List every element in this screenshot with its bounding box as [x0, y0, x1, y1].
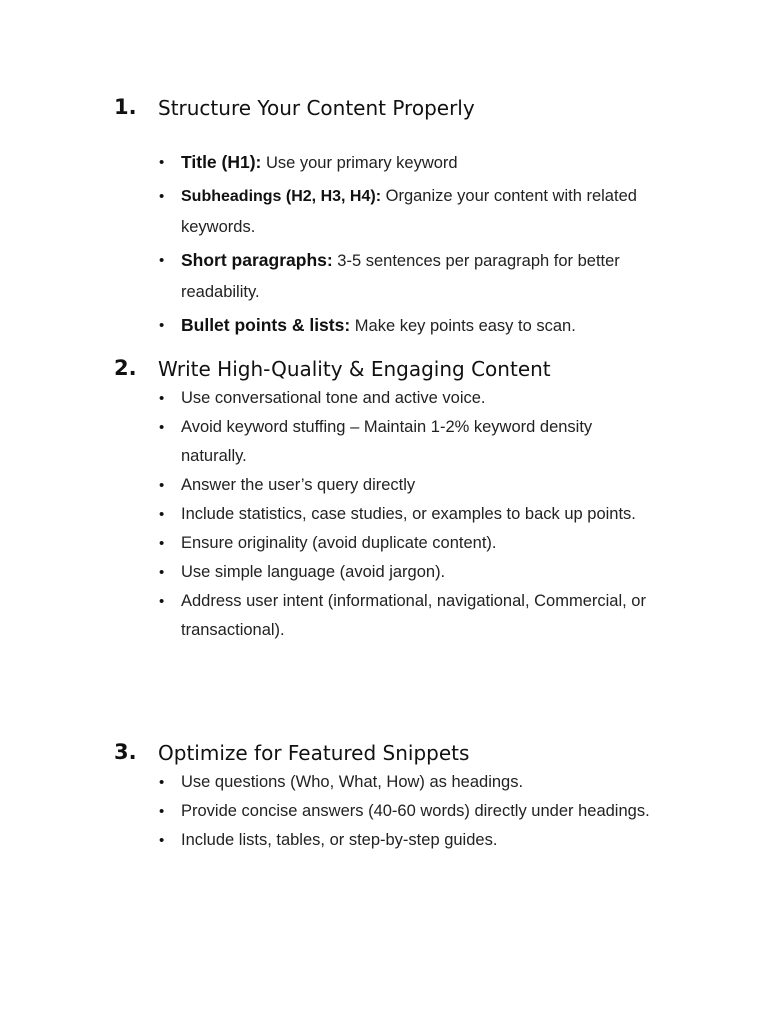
list-item — [0, 181, 651, 243]
item-text: Ensure originality (avoid duplicate content). — [181, 534, 497, 552]
bullet-list — [0, 147, 768, 344]
item-label: Short paragraphs: — [181, 250, 333, 270]
bullet-icon: • — [159, 535, 165, 552]
item-label: Subheadings (H2, H3, H4): — [181, 188, 382, 205]
item-text: Use simple language (avoid jargon). — [181, 563, 446, 581]
item-text: Provide concise answers (40-60 words) directly under headings. — [181, 802, 650, 820]
list-item — [0, 310, 651, 342]
item-label: Bullet points & lists: — [181, 315, 351, 335]
bullet-icon: • — [159, 803, 165, 820]
list-item — [0, 147, 651, 179]
bullet-icon: • — [159, 317, 165, 334]
section-title: Write High-Quality & Engaging Content — [158, 357, 551, 381]
item-text: Avoid keyword stuffing – Maintain 1-2% keyword density naturally. — [181, 418, 593, 465]
bullet-icon: • — [159, 154, 165, 171]
section-title: Structure Your Content Properly — [158, 96, 475, 120]
bullet-icon: • — [159, 774, 165, 791]
list-item — [0, 587, 651, 645]
section-number: 1. — [114, 95, 137, 119]
item-text: Use conversational tone and active voice. — [181, 389, 486, 407]
section-number: 2. — [114, 356, 137, 380]
item-text: Use questions (Who, What, How) as headings. — [181, 773, 524, 791]
section-number: 3. — [114, 740, 137, 764]
bullet-icon: • — [159, 477, 165, 494]
list-item — [0, 245, 651, 308]
bullet-icon: • — [159, 419, 165, 436]
item-text: Address user intent (informational, navigational, Commercial, or transactional). — [181, 592, 646, 639]
bullet-list — [0, 768, 768, 855]
bullet-icon: • — [159, 506, 165, 523]
item-text: Answer the user’s query directly — [181, 476, 416, 494]
list-item — [0, 797, 651, 826]
list-item — [0, 471, 651, 500]
bullet-icon: • — [159, 188, 165, 205]
bullet-icon: • — [159, 390, 165, 407]
list-item — [0, 558, 651, 587]
item-label: Title (H1): — [181, 152, 262, 172]
list-item — [0, 500, 651, 529]
item-text: Make key points easy to scan. — [350, 317, 576, 335]
bullet-icon: • — [159, 564, 165, 581]
section-title: Optimize for Featured Snippets — [158, 741, 470, 765]
list-item — [0, 413, 651, 471]
bullet-list — [0, 384, 768, 645]
list-item — [0, 384, 651, 413]
item-text: Include statistics, case studies, or examples to back up points. — [181, 505, 636, 523]
list-item — [0, 768, 651, 797]
list-item — [0, 529, 651, 558]
item-text: 3-5 sentences per paragraph for better readability. — [181, 252, 620, 301]
item-text: Use your primary keyword — [261, 154, 458, 172]
list-item — [0, 826, 651, 855]
bullet-icon: • — [159, 593, 165, 610]
item-text: Organize your content with related keywords. — [181, 187, 637, 236]
item-text: Include lists, tables, or step-by-step guides. — [181, 831, 498, 849]
bullet-icon: • — [159, 832, 165, 849]
bullet-icon: • — [159, 252, 165, 269]
